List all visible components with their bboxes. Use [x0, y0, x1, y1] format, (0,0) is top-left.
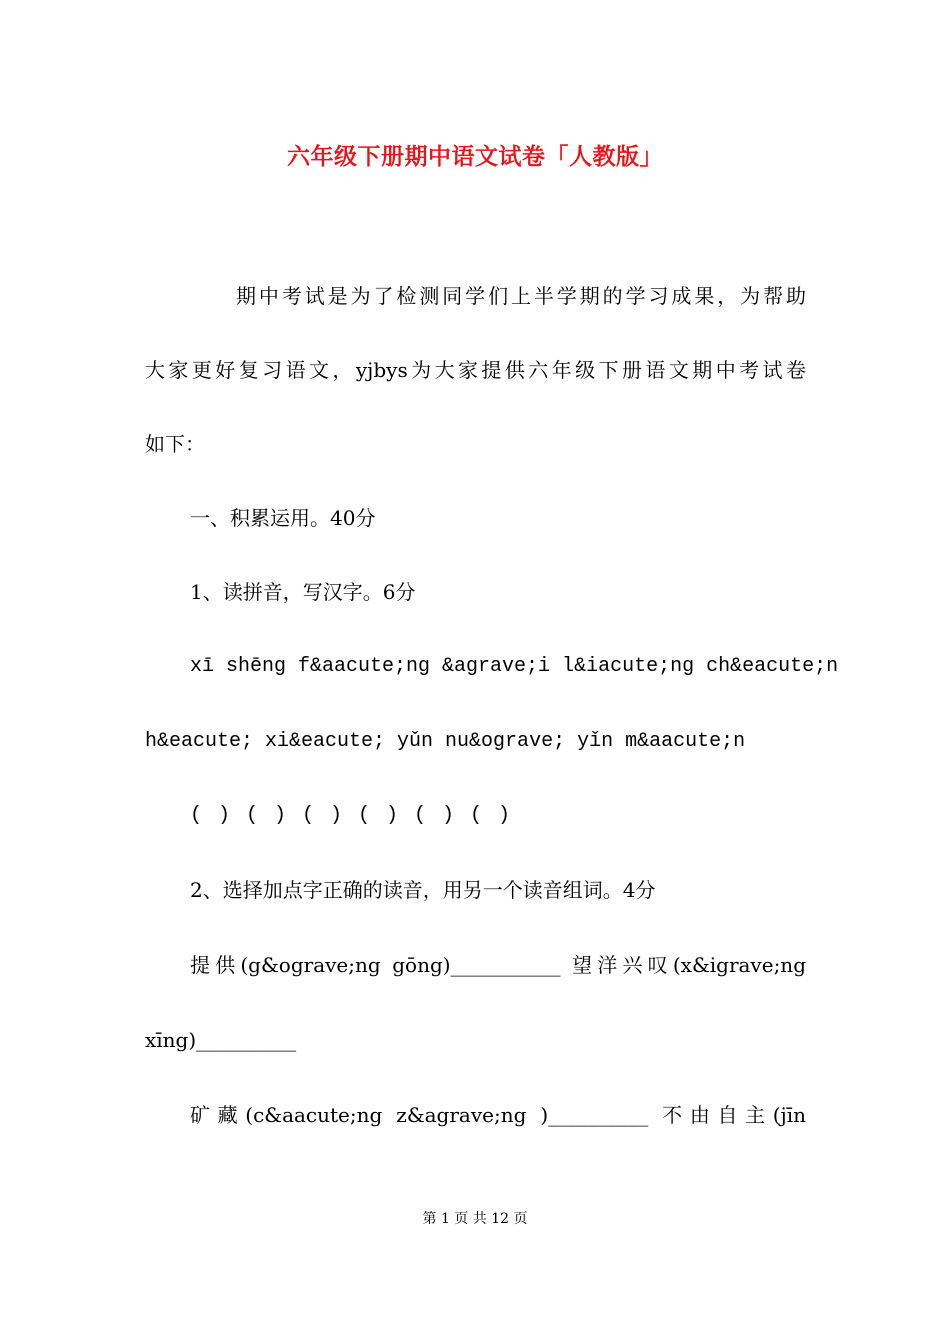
question-2-line-1: 提供(g&ograve;ng gōng)___________ 望洋兴叹(x&igrave;ng [190, 953, 806, 977]
pinyin-line-1: xī shēng f&aacute;ng &agrave;i l&iacute;ng ch&eacute;n [190, 655, 839, 678]
section-heading-1: 一、积累运用。40分 [190, 506, 376, 530]
question-2-line-3: 矿藏(c&aacute;ng z&agrave;ng )__________ 不由自主(jīn [190, 1103, 806, 1127]
question-1-heading: 1、读拼音，写汉字。6分 [190, 580, 416, 604]
intro-line-3: 如下： [145, 432, 205, 456]
intro-line-1: 期中考试是为了检测同学们上半学期的学习成果，为帮助 [236, 284, 806, 308]
intro-line-2: 大家更好复习语文，yjbys为大家提供六年级下册语文期中考试卷 [145, 358, 806, 382]
question-2-line-2: xīng)__________ [145, 1028, 297, 1052]
page-number-footer: 第 1 页 共 12 页 [422, 1211, 528, 1227]
document-title: 六年级下册期中语文试卷「人教版」 [287, 143, 663, 170]
pinyin-line-2: h&eacute; xi&eacute; yǔn nu&ograve; yǐn m&aacute;n [145, 730, 746, 753]
answer-brackets: ( ) ( ) ( ) ( ) ( ) ( ) [190, 804, 511, 827]
question-2-heading: 2、选择加点字正确的读音，用另一个读音组词。4分 [190, 878, 656, 902]
